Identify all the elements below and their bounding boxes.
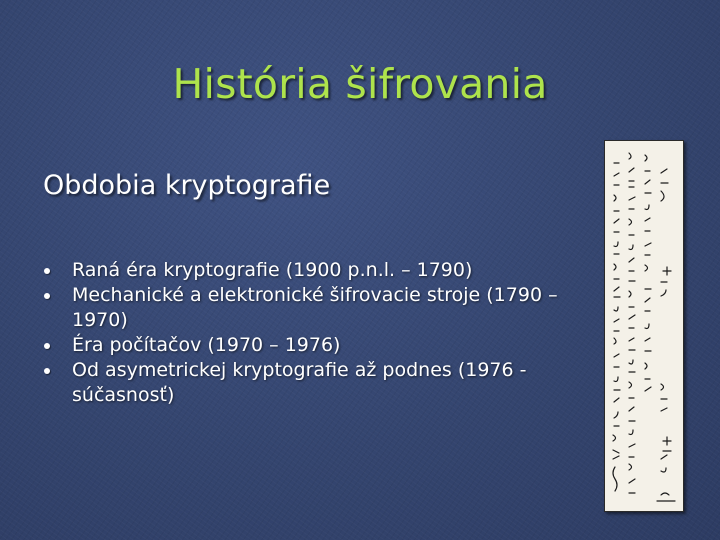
cipher-scroll-drawing — [605, 141, 683, 511]
bullet-item — [44, 333, 589, 358]
bullet-dot-icon — [44, 268, 50, 274]
bullet-item — [44, 358, 589, 408]
bullet-item — [44, 258, 589, 283]
bullet-text: Éra počítačov (1970 – 1976) — [72, 334, 341, 356]
bullet-text: Raná éra kryptografie (1900 p.n.l. – 1790) — [72, 259, 473, 281]
bullet-dot-icon — [44, 368, 50, 374]
bullet-dot-icon — [44, 293, 50, 299]
bullet-item — [44, 283, 589, 333]
cipher-scroll-image — [604, 140, 684, 512]
bullet-text: Od asymetrickej kryptografie až podnes (1976 - súčasnosť) — [72, 359, 527, 406]
slide-title: História šifrovania — [172, 60, 548, 108]
bullet-list — [44, 258, 589, 408]
bullet-dot-icon — [44, 343, 50, 349]
slide-subtitle: Obdobia kryptografie — [43, 170, 331, 201]
bullet-text: Mechanické a elektronické šifrovacie stroje (1790 – 1970) — [72, 284, 558, 331]
